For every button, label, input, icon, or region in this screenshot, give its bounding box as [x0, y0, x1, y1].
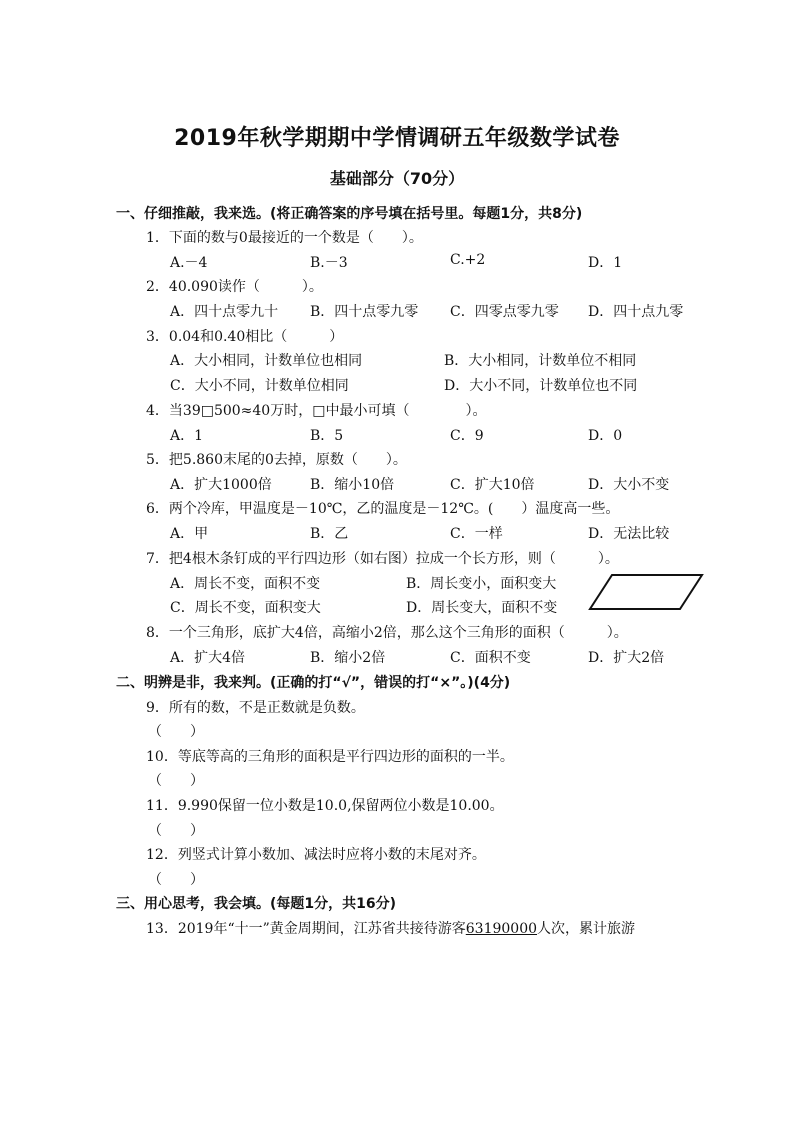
q6-option-d: D．无法比较: [588, 526, 670, 542]
question-5: 5．把5.860末尾的0去掉，原数（ ）。: [146, 452, 407, 468]
exam-subtitle: 基础部分（70分）: [329, 169, 465, 188]
question-11: 11．9.990保留一位小数是10.0,保留两位小数是10.00。: [146, 798, 504, 814]
q9-answer-parens: （ ）: [148, 724, 204, 740]
q6-option-b: B．乙: [310, 526, 349, 542]
q3-option-d: D．大小不同，计数单位也不同: [444, 378, 638, 394]
question-9: 9．所有的数，不是正数就是负数。: [146, 700, 365, 716]
q5-option-c: C．扩大10倍: [450, 477, 535, 493]
q13-text-start: 13．2019年“十一”黄金周期间，江苏省共接待游客: [146, 921, 466, 937]
q3-option-a: A．大小相同，计数单位也相同: [170, 353, 363, 369]
q7-option-d: D．周长变大，面积不变: [406, 600, 558, 616]
question-1: 1．下面的数与0最接近的一个数是（ ）。: [146, 230, 423, 246]
q2-option-b: B．四十点零九零: [310, 304, 419, 320]
q11-answer-parens: （ ）: [148, 823, 204, 839]
q7-option-c: C．周长不变，面积变大: [170, 600, 321, 616]
q13-visitor-number: 63190000: [465, 921, 538, 937]
q4-option-c: C．9: [450, 428, 484, 444]
q1-option-b: B.－3: [310, 255, 348, 271]
q6-option-a: A．甲: [170, 526, 209, 542]
q5-option-a: A．扩大1000倍: [170, 477, 272, 493]
q3-option-b: B．大小相同，计数单位不相同: [444, 353, 637, 369]
exam-title: 2019年秋学期期中学情调研五年级数学试卷: [174, 126, 620, 151]
q10-answer-parens: （ ）: [148, 773, 204, 789]
question-12: 12．列竖式计算小数加、减法时应将小数的末尾对齐。: [146, 847, 486, 863]
parallelogram-figure: [588, 572, 704, 612]
q8-option-d: D．扩大2倍: [588, 650, 665, 666]
question-13: [146, 918, 635, 938]
q1-option-a: A.－4: [170, 255, 208, 271]
q2-option-a: A．四十点零九十: [170, 304, 279, 320]
q1-option-c: C.+2: [450, 252, 486, 268]
q8-option-a: A．扩大4倍: [170, 650, 246, 666]
question-2: 2．40.090读作（ ）。: [146, 279, 323, 295]
q8-option-b: B．缩小2倍: [310, 650, 386, 666]
question-10: 10．等底等高的三角形的面积是平行四边形的面积的一半。: [146, 749, 514, 765]
q1-option-d: D．1: [588, 255, 623, 271]
question-8: 8．一个三角形，底扩大4倍，高缩小2倍，那么这个三角形的面积（ ）。: [146, 625, 628, 641]
question-3: 3．0.04和0.40相比（ ）: [146, 329, 344, 345]
q4-option-d: D．0: [588, 428, 623, 444]
q8-option-c: C．面积不变: [450, 650, 531, 666]
section-1-heading: 一、仔细推敲，我来选。(将正确答案的序号填在括号里。每题1分，共8分): [116, 206, 583, 222]
q6-option-c: C．一样: [450, 526, 503, 542]
section-2-heading: 二、明辨是非，我来判。(正确的打“√”，错误的打“×”。)(4分): [116, 675, 511, 691]
q5-option-b: B．缩小10倍: [310, 477, 395, 493]
q13-text-end: 人次，累计旅游: [537, 921, 636, 937]
question-7: 7．把4根木条钉成的平行四边形（如右图）拉成一个长方形，则（ ）。: [146, 551, 619, 567]
q2-option-d: D．四十点九零: [588, 304, 684, 320]
q4-option-a: A．1: [170, 428, 204, 444]
section-3-heading: 三、用心思考，我会填。(每题1分，共16分): [116, 896, 397, 912]
q3-option-c: C．大小不同，计数单位相同: [170, 378, 349, 394]
q4-option-b: B．5: [310, 428, 344, 444]
question-6: 6．两个冷库，甲温度是－10℃，乙的温度是－12℃。( ）温度高一些。: [146, 501, 620, 517]
q12-answer-parens: （ ）: [148, 872, 204, 888]
q2-option-c: C．四零点零九零: [450, 304, 559, 320]
question-4: 4．当39□500≈40万时，□中最小可填（ ）。: [146, 403, 487, 419]
q5-option-d: D．大小不变: [588, 477, 670, 493]
q7-option-a: A．周长不变，面积不变: [170, 576, 321, 592]
q7-option-b: B．周长变小，面积变大: [406, 576, 557, 592]
